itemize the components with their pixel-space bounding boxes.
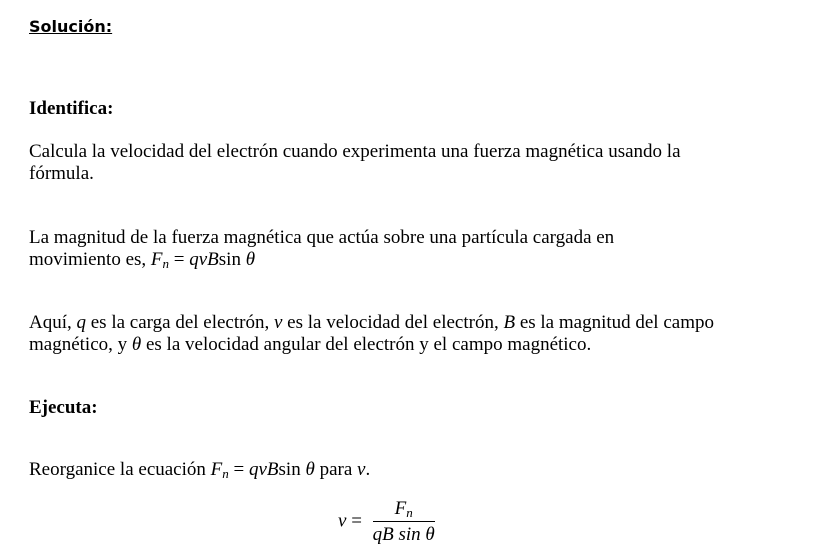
- q-symbol: q: [76, 312, 86, 333]
- v-symbol: v: [273, 312, 283, 333]
- v-symbol: v: [357, 459, 366, 480]
- ejecuta-prefix: Reorganice la ecuación: [29, 459, 211, 480]
- force-subscript: n: [406, 505, 413, 520]
- force-symbol: F: [210, 459, 223, 480]
- sin-function: sin: [278, 459, 306, 480]
- fraction: [373, 498, 435, 546]
- identifica-paragraph-3: [29, 312, 759, 356]
- equals-sign: =: [169, 249, 190, 270]
- force-subscript: n: [222, 466, 229, 481]
- b-symbol: B: [503, 312, 516, 333]
- ejecuta-heading: Ejecuta:: [29, 397, 98, 418]
- equals-sign: =: [346, 510, 367, 532]
- p3-e: es la velocidad angular del electrón y el campo magnético.: [141, 334, 592, 355]
- equals-sign: =: [228, 459, 249, 480]
- theta-symbol: θ: [131, 334, 142, 355]
- p3-c: es la velocidad del electrón,: [282, 312, 504, 333]
- p3-a: Aquí,: [29, 312, 77, 333]
- identifica-heading: Identifica:: [29, 98, 114, 119]
- ejecuta-paragraph: [29, 459, 749, 481]
- v-symbol: v: [338, 510, 347, 532]
- ejecuta-middle: para: [314, 459, 358, 480]
- velocity-equation: [338, 498, 435, 546]
- formula-rhs: qvB: [189, 249, 219, 270]
- fraction-numerator: [373, 498, 435, 522]
- page-title: Solución:: [29, 17, 113, 36]
- theta-symbol: θ: [245, 249, 256, 270]
- force-subscript: n: [162, 256, 170, 271]
- theta-symbol: θ: [305, 459, 315, 480]
- p3-d: es la magnitud del campo magnético, y: [29, 312, 714, 355]
- sin-function: sin: [218, 249, 246, 270]
- identifica-paragraph-2: [29, 227, 749, 271]
- p2-prefix: movimiento es,: [29, 249, 151, 270]
- identifica-paragraph-1: Calcula la velocidad del electrón cuando experimenta una fuerza magnética usando la fórmula.: [29, 141, 681, 184]
- formula-rhs: qvB: [248, 459, 279, 480]
- force-symbol: F: [150, 249, 163, 270]
- p2-line1: La magnitud de la fuerza magnética que actúa sobre una partícula cargada en: [29, 227, 615, 248]
- force-symbol: F: [394, 498, 407, 519]
- fraction-denominator: qB sin θ: [372, 524, 435, 545]
- ejecuta-suffix: .: [365, 459, 371, 480]
- p3-b: es la carga del electrón,: [86, 312, 274, 333]
